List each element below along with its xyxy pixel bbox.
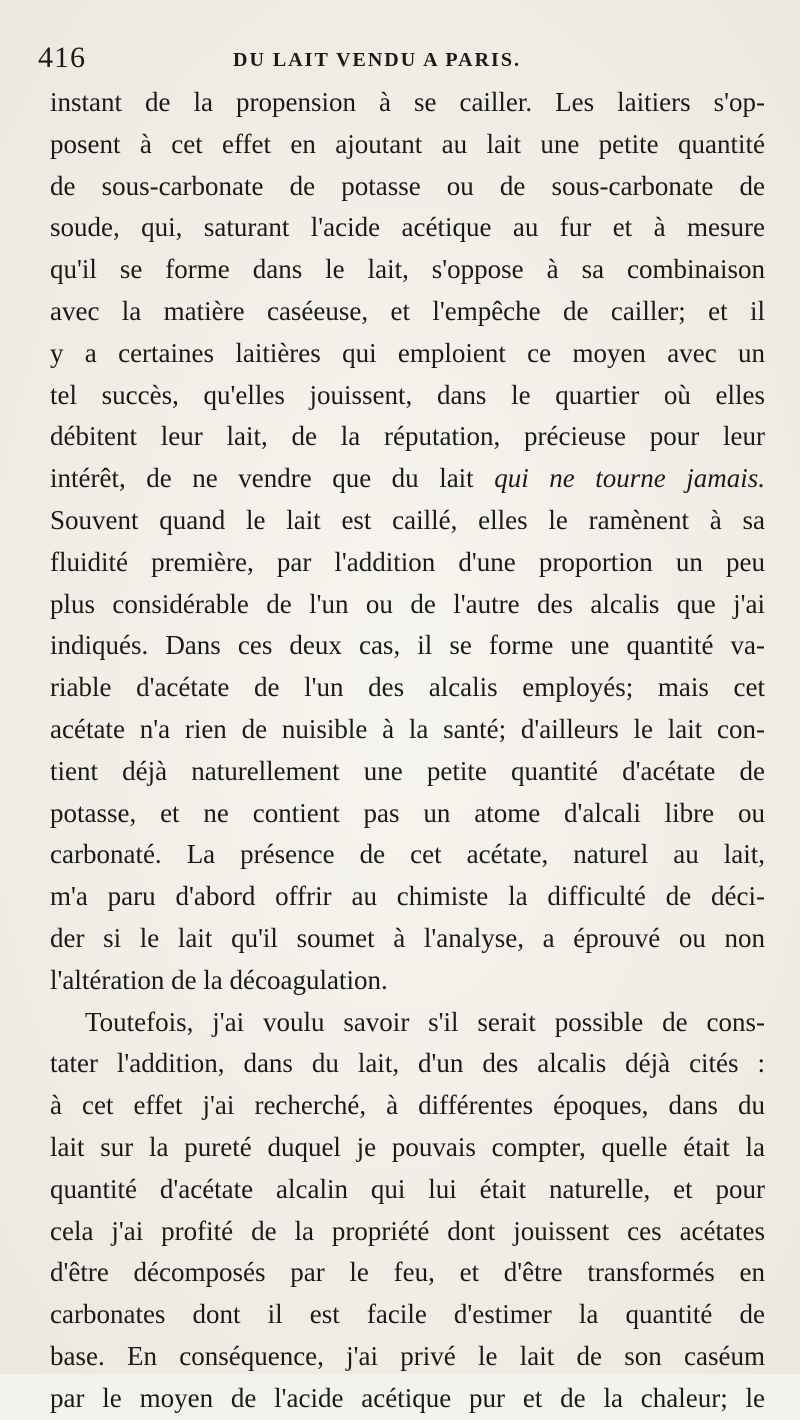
text-line: tater l'addition, dans du lait, d'un des alcalis déjà cités : <box>50 1048 765 1079</box>
text-line: d'être décomposés par le feu, et d'être transformés en <box>50 1257 765 1288</box>
text-line: carbonaté. La présence de cet acétate, naturel au lait, <box>50 839 765 870</box>
text-line-paragraph-start: Toutefois, j'ai voulu savoir s'il serait possible de cons- <box>85 1006 765 1037</box>
text-line: fluidité première, par l'addition d'une proportion un peu <box>50 546 765 577</box>
text-line: tient déjà naturellement une petite quantité d'acétate de <box>50 755 765 786</box>
text-line: qu'il se forme dans le lait, s'oppose à sa combinaison <box>50 254 765 285</box>
text-line: riable d'acétate de l'un des alcalis employés; mais cet <box>50 672 765 703</box>
text-line: à cet effet j'ai recherché, à différentes époques, dans du <box>50 1090 765 1121</box>
text-line: plus considérable de l'un ou de l'autre des alcalis que j'ai <box>50 588 765 619</box>
text-line: cela j'ai profité de la propriété dont jouissent ces acétates <box>50 1215 765 1246</box>
header-title: DU LAIT VENDU A PARIS. <box>233 49 521 71</box>
text-line: Souvent quand le lait est caillé, elles le ramènent à sa <box>50 504 765 535</box>
text-line: tel succès, qu'elles jouissent, dans le quartier où elles <box>50 379 765 410</box>
text-line: avec la matière caséeuse, et l'empêche de cailler; et il <box>50 295 765 326</box>
text-line: carbonates dont il est facile d'estimer la quantité de <box>50 1299 765 1330</box>
text-line: débitent leur lait, de la réputation, précieuse pour leur <box>50 421 765 452</box>
italic-phrase: qui ne tourne jamais. <box>494 463 765 494</box>
text-line: l'altération de la décoagulation. <box>50 964 388 995</box>
page-number: 416 <box>38 41 86 74</box>
text-line: der si le lait qu'il soumet à l'analyse, a éprouvé ou non <box>50 922 765 953</box>
text-line: par le moyen de l'acide acétique pur et de la chaleur; le <box>50 1382 765 1413</box>
text-line: quantité d'acétate alcalin qui lui était naturelle, et pour <box>50 1173 765 1204</box>
text-line: lait sur la pureté duquel je pouvais compter, quelle était la <box>50 1131 765 1162</box>
text-line: y a certaines laitières qui emploient ce moyen avec un <box>50 337 765 368</box>
text-line: potasse, et ne contient pas un atome d'alcali libre ou <box>50 797 765 828</box>
text-line: m'a paru d'abord offrir au chimiste la difficulté de déci- <box>50 881 765 912</box>
text-line: acétate n'a rien de nuisible à la santé; d'ailleurs le lait con- <box>50 713 765 744</box>
text-line: base. En conséquence, j'ai privé le lait de son caséum <box>50 1340 765 1371</box>
body-text <box>50 82 765 1420</box>
text-line: soude, qui, saturant l'acide acétique au fur et à mesure <box>50 212 765 243</box>
text-line: indiqués. Dans ces deux cas, il se forme une quantité va- <box>50 630 765 661</box>
text-segment: intérêt, de ne vendre que du lait <box>50 463 495 494</box>
text-line: de sous-carbonate de potasse ou de sous-carbonate de <box>50 170 765 201</box>
text-line: posent à cet effet en ajoutant au lait une petite quantité <box>50 128 765 159</box>
running-head <box>38 38 768 78</box>
text-line-with-italic <box>50 458 765 500</box>
text-line: instant de la propension à se cailler. Les laitiers s'op- <box>50 87 765 117</box>
